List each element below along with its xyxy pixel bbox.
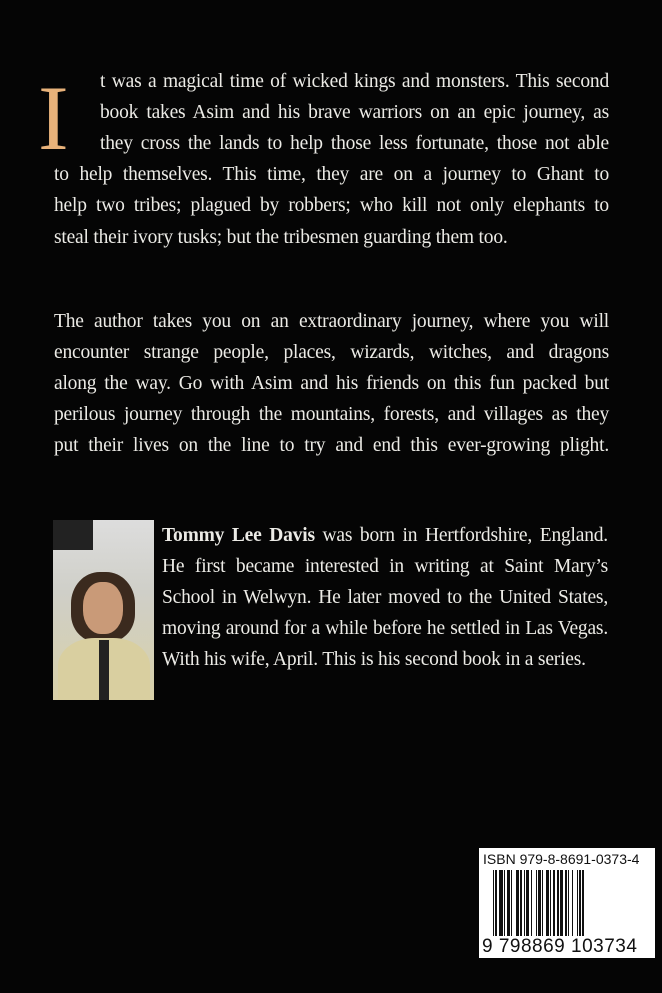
blurb-line: t was a magical time of wicked kings and monsters. This second: [100, 71, 609, 92]
blurb-line: steal their ivory tusks; but the tribesmen guarding them too.: [54, 227, 508, 248]
isbn-label: ISBN 979-8-8691-0373-4: [483, 851, 640, 867]
author-bio-line: Tommy Lee Davis was born in Hertfordshire, England.: [162, 525, 608, 546]
author-bio-line: moving around for a while before he settled in Las Vegas.: [162, 618, 608, 639]
blurb-line: help two tribes; plagued by robbers; who kill not only elephants to: [54, 195, 609, 216]
blurb-line: they cross the lands to help those less fortunate, those not able: [100, 133, 609, 154]
blurb-line: book takes Asim and his brave warriors on an epic journey, as: [100, 102, 609, 123]
author-bio-line: School in Welwyn. He later moved to the United States,: [162, 587, 608, 608]
isbn-barcode: [479, 848, 655, 958]
barcode-digits: 9 798869 103734: [482, 936, 638, 957]
blurb-line: The author takes you on an extraordinary journey, where you will: [54, 311, 609, 332]
blurb-line: perilous journey through the mountains, forests, and villages as they: [54, 404, 609, 425]
author-bio-line: With his wife, April. This is his second book in a series.: [162, 649, 586, 670]
blurb-line: put their lives on the line to try and end this ever-growing plight.: [54, 435, 609, 456]
barcode-bars: [493, 870, 617, 936]
blurb-line: to help themselves. This time, they are on a journey to Ghant to: [54, 164, 609, 185]
author-bio-line: He first became interested in writing at Saint Mary’s: [162, 556, 608, 577]
blurb-line: along the way. Go with Asim and his friends on this fun packed but: [54, 373, 609, 394]
drop-cap: I: [38, 67, 69, 169]
blurb-line: encounter strange people, places, wizards, witches, and dragons: [54, 342, 609, 363]
barcode-bar: [584, 870, 585, 936]
author-photo: [53, 520, 154, 700]
author-name: Tommy Lee Davis: [162, 525, 315, 546]
